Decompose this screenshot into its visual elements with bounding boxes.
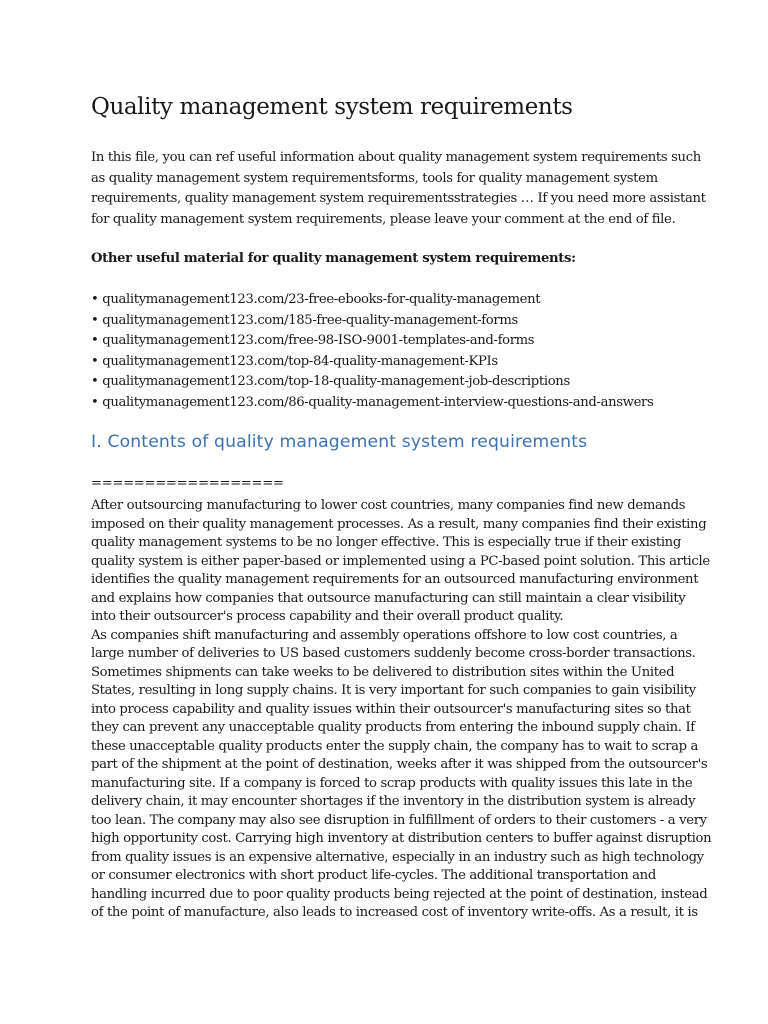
intro-line: as quality management system requirementsforms, tools for quality management system bbox=[91, 170, 658, 186]
intro-line: for quality management system requirements, please leave your comment at the end of file. bbox=[91, 211, 676, 227]
body-line: and explains how companies that outsource manufacturing can still maintain a clear visibility bbox=[91, 590, 686, 606]
body-line: they can prevent any unacceptable quality products from entering the inbound supply chain. If bbox=[91, 720, 695, 735]
body-line: into their outsourcer's process capability and their overall product quality. bbox=[91, 609, 564, 624]
body-line: quality system is either paper-based or implemented using a PC-based point solution. This article bbox=[91, 553, 710, 569]
body-line: States, resulting in long supply chains. It is very important for such companies to gain visibility bbox=[91, 683, 696, 698]
resource-link-list bbox=[91, 290, 653, 414]
resource-link-kpis[interactable]: • qualitymanagement123.com/top-84-quality-management-KPIs bbox=[91, 353, 498, 369]
intro-paragraph bbox=[91, 148, 706, 230]
body-line: from quality issues is an expensive alternative, especially in an industry such as high technology bbox=[91, 849, 704, 865]
body-line: handling incurred due to poor quality products being rejected at the point of destination, instead bbox=[91, 886, 708, 902]
body-line: large number of deliveries to US based customers suddenly become cross-border transactions. bbox=[91, 646, 696, 661]
resource-link-ebooks[interactable]: • qualitymanagement123.com/23-free-ebooks-for-quality-management bbox=[91, 292, 541, 307]
body-line: quality management systems to be no longer effective. This is especially true if their existing bbox=[91, 535, 681, 550]
resource-link-interview-questions[interactable]: • qualitymanagement123.com/86-quality-management-interview-questions-and-answers bbox=[91, 394, 654, 410]
body-line: identifies the quality management requirements for an outsourced manufacturing environment bbox=[91, 572, 699, 587]
intro-line: In this file, you can ref useful information about quality management system requirements such bbox=[91, 150, 701, 165]
body-line: After outsourcing manufacturing to lower cost countries, many companies find new demands bbox=[91, 498, 686, 513]
body-line: of the point of manufacture, also leads to increased cost of inventory write-offs. As a result, it is bbox=[91, 905, 698, 920]
body-line: into process capability and quality issues within their outsourcer's manufacturing sites so that bbox=[91, 701, 691, 717]
section-heading: I. Contents of quality management system requirements bbox=[91, 432, 588, 452]
resource-link-forms[interactable]: • qualitymanagement123.com/185-free-quality-management-forms bbox=[91, 312, 518, 328]
body-paragraph bbox=[91, 497, 712, 923]
body-line: imposed on their quality management processes. As a result, many companies find their existing bbox=[91, 516, 707, 532]
page-title: Quality management system requirements bbox=[91, 94, 573, 120]
body-line: or consumer electronics with short product life-cycles. The additional transportation and bbox=[91, 868, 656, 883]
separator-line: ================== bbox=[91, 476, 284, 491]
body-line: part of the shipment at the point of destination, weeks after it was shipped from the outsourcer's bbox=[91, 757, 708, 772]
body-line: these unacceptable quality products enter the supply chain, the company has to wait to scrap a bbox=[91, 738, 699, 754]
intro-line: requirements, quality management system requirementsstrategies … If you need more assistant bbox=[91, 191, 706, 206]
body-line: high opportunity cost. Carrying high inventory at distribution centers to buffer against disruption bbox=[91, 831, 712, 846]
body-line: manufacturing site. If a company is forced to scrap products with quality issues this late in the bbox=[91, 775, 693, 791]
material-heading: Other useful material for quality management system requirements: bbox=[91, 251, 576, 266]
resource-link-iso-templates[interactable]: • qualitymanagement123.com/free-98-ISO-9001-templates-and-forms bbox=[91, 333, 535, 349]
body-line: too lean. The company may also see disruption in fulfillment of orders to their customers - a very bbox=[91, 812, 707, 828]
body-line: As companies shift manufacturing and assembly operations offshore to low cost countries, a bbox=[91, 627, 678, 643]
body-line: Sometimes shipments can take weeks to be delivered to distribution sites within the United bbox=[91, 664, 675, 680]
resource-link-job-descriptions[interactable]: • qualitymanagement123.com/top-18-quality-management-job-descriptions bbox=[91, 374, 570, 390]
body-line: delivery chain, it may encounter shortages if the inventory in the distribution system is already bbox=[91, 794, 696, 809]
